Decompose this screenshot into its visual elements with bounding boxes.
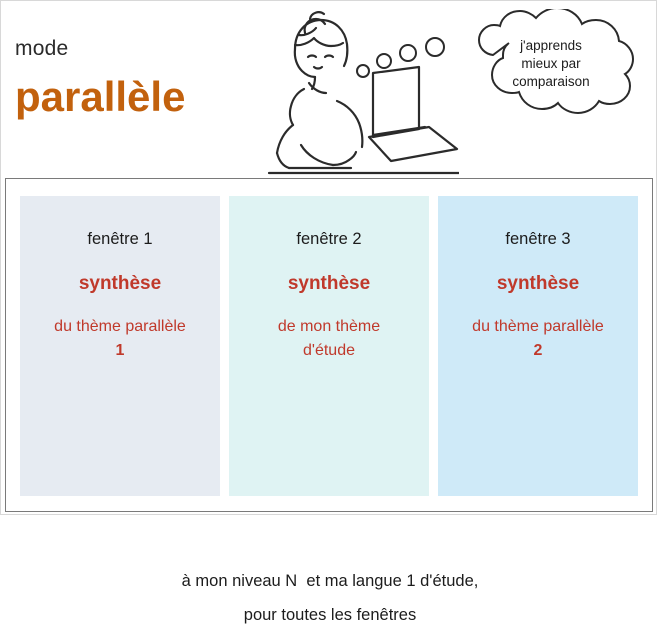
thought-bubble-line-3: comparaison bbox=[512, 74, 590, 89]
window-label-3: fenêtre 3 bbox=[505, 230, 571, 248]
window-description-3-line-2: 2 bbox=[533, 342, 543, 359]
window-description-1-line-1: du thème parallèle bbox=[54, 318, 186, 335]
panel-footer bbox=[20, 564, 640, 632]
thought-bubble-line-1: j'apprends bbox=[520, 38, 582, 53]
thought-bubble-text bbox=[453, 37, 649, 91]
thought-bubble bbox=[453, 9, 649, 119]
window-label-1: fenêtre 1 bbox=[87, 230, 153, 248]
window-description-2-line-2: d'étude bbox=[303, 342, 355, 359]
thought-bubble-line-2: mieux par bbox=[521, 56, 581, 71]
window-description-3-line-1: du thème parallèle bbox=[472, 318, 604, 335]
window-columns bbox=[20, 196, 640, 496]
window-description-3 bbox=[438, 315, 638, 363]
window-column-1 bbox=[20, 196, 220, 496]
mode-title: parallèle bbox=[15, 73, 186, 120]
diagram-header bbox=[1, 1, 657, 177]
window-label-2: fenêtre 2 bbox=[296, 230, 362, 248]
window-description-1-line-2: 1 bbox=[115, 342, 125, 359]
thought-dots-icon bbox=[353, 31, 453, 81]
footer-line-1: à mon niveau N et ma langue 1 d'étude, bbox=[181, 572, 479, 590]
window-column-2 bbox=[229, 196, 429, 496]
synthesis-label-2: synthèse bbox=[287, 273, 371, 294]
synthesis-label-1: synthèse bbox=[78, 273, 162, 294]
mode-label: mode bbox=[15, 37, 69, 60]
window-description-2 bbox=[229, 315, 429, 363]
window-column-3 bbox=[438, 196, 638, 496]
parallel-mode-panel bbox=[5, 178, 653, 624]
synthesis-label-3: synthèse bbox=[496, 273, 580, 294]
window-description-1 bbox=[20, 315, 220, 363]
footer-line-2: pour toutes les fenêtres bbox=[243, 606, 417, 624]
window-description-2-line-1: de mon thème bbox=[277, 318, 381, 335]
